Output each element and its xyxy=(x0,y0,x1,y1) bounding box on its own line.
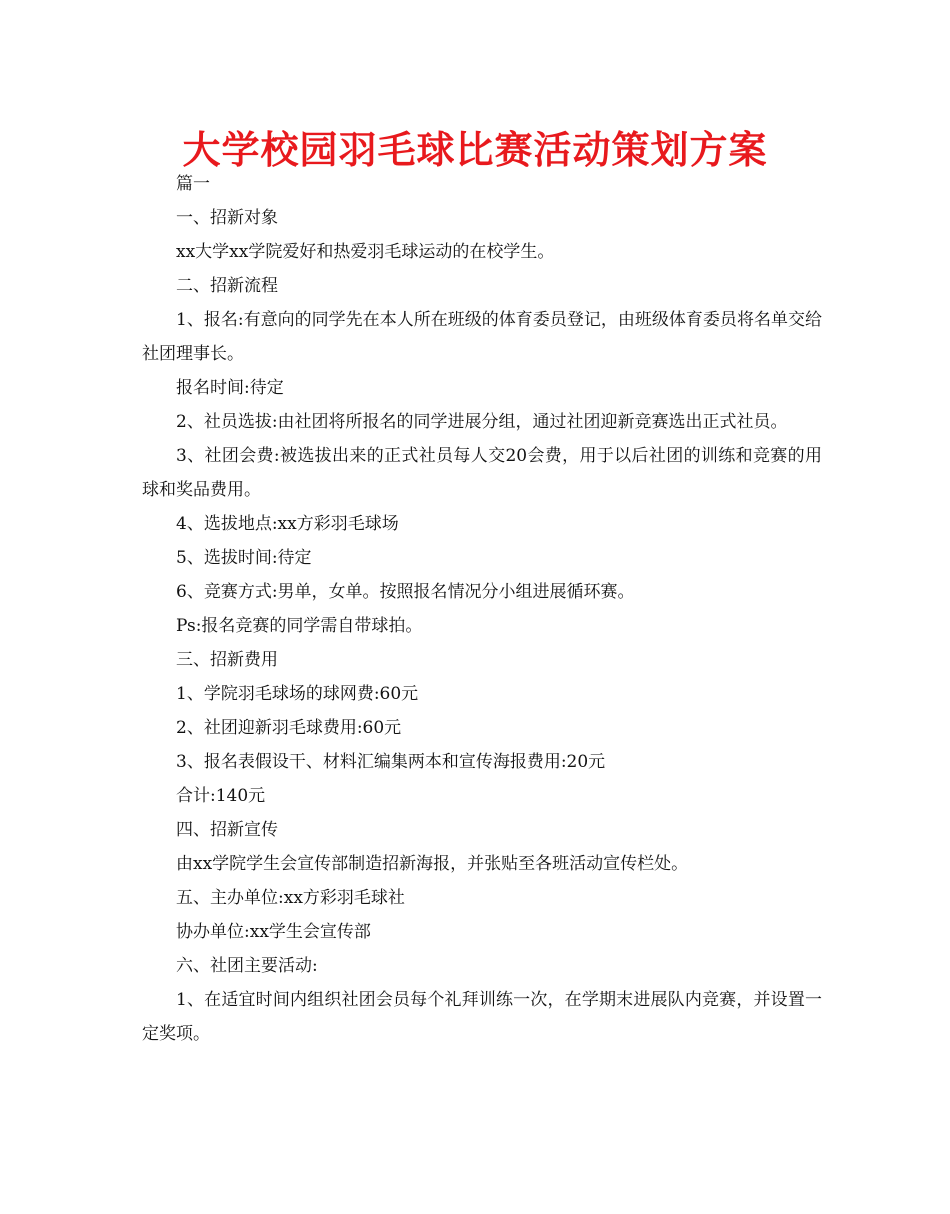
paragraph: Ps:报名竞赛的同学需自带球拍。 xyxy=(176,616,423,636)
paragraph: 2、社团迎新羽毛球费用:60元 xyxy=(176,718,402,738)
paragraph: 6、竞赛方式:男单，女单。按照报名情况分小组进展循环赛。 xyxy=(176,582,635,602)
paragraph: xx大学xx学院爱好和热爱羽毛球运动的在校学生。 xyxy=(176,242,555,262)
paragraph: 篇一 xyxy=(176,174,210,194)
paragraph: 3、社团会费:被选拔出来的正式社员每人交20会费，用于以后社团的训练和竞赛的用球和奖品费用。 xyxy=(142,446,822,500)
paragraph: 合计:140元 xyxy=(176,786,266,806)
paragraph: 4、选拔地点:xx方彩羽毛球场 xyxy=(176,514,399,534)
section-heading: 五、主办单位:xx方彩羽毛球社 xyxy=(176,888,405,908)
paragraph: 1、在适宜时间内组织社团会员每个礼拜训练一次，在学期末进展队内竞赛，并设置一定奖项。 xyxy=(142,990,822,1044)
document-title: 大学校园羽毛球比赛活动策划方案 xyxy=(182,128,768,172)
paragraph: 1、报名:有意向的同学先在本人所在班级的体育委员登记，由班级体育委员将名单交给社团理事长。 xyxy=(142,310,822,364)
section-heading: 二、招新流程 xyxy=(176,276,278,296)
paragraph: 协办单位:xx学生会宣传部 xyxy=(176,922,371,942)
paragraph: 3、报名表假设干、材料汇编集两本和宣传海报费用:20元 xyxy=(176,752,606,772)
paragraph: 5、选拔时间:待定 xyxy=(176,548,312,568)
section-heading: 四、招新宣传 xyxy=(176,820,278,840)
section-heading: 三、招新费用 xyxy=(176,650,278,670)
document-body xyxy=(142,167,822,1051)
section-heading: 一、招新对象 xyxy=(176,208,278,228)
paragraph: 2、社员选拔:由社团将所报名的同学进展分组，通过社团迎新竞赛选出正式社员。 xyxy=(176,412,788,432)
paragraph: 由xx学院学生会宣传部制造招新海报，并张贴至各班活动宣传栏处。 xyxy=(176,854,689,874)
section-heading: 六、社团主要活动: xyxy=(176,956,318,976)
paragraph: 报名时间:待定 xyxy=(176,378,284,398)
paragraph: 1、学院羽毛球场的球网费:60元 xyxy=(176,684,419,704)
